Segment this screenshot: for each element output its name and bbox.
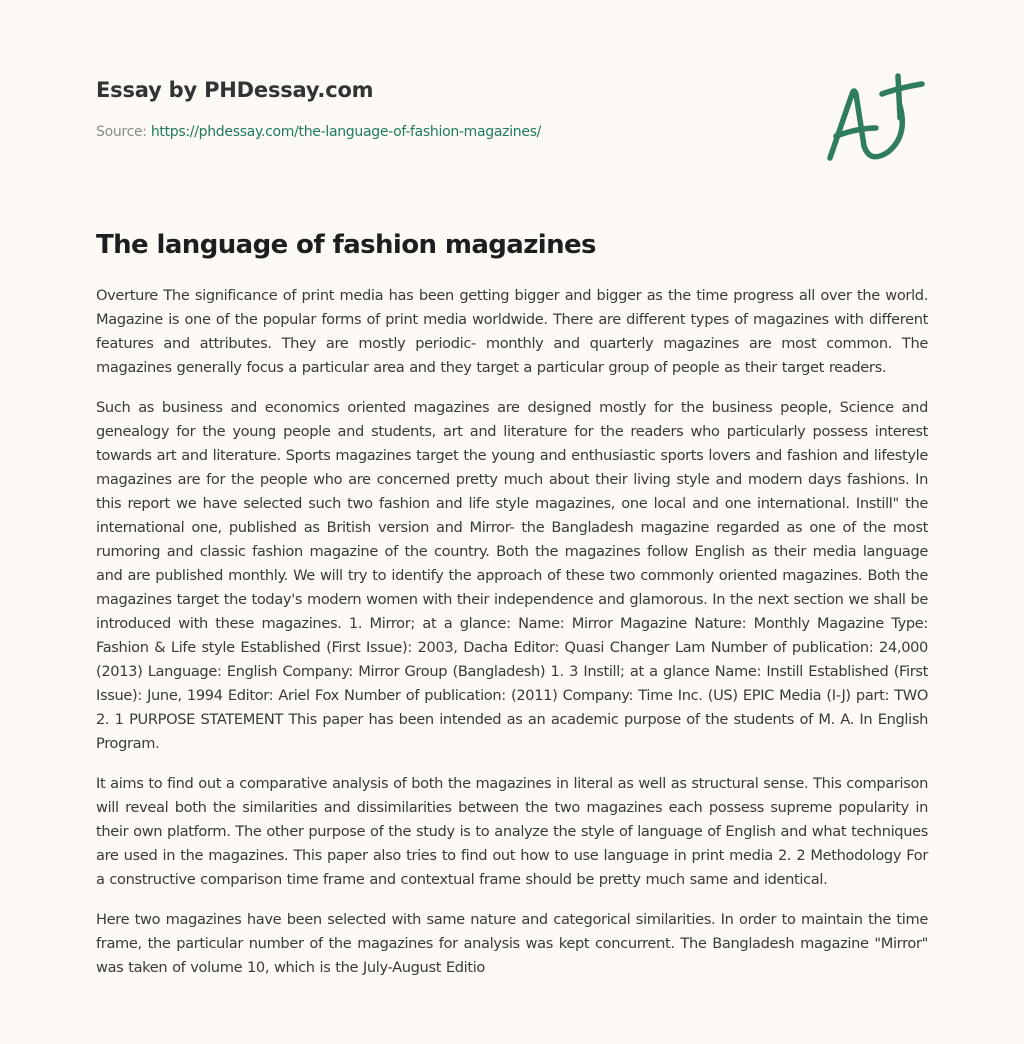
source-line: [96, 123, 928, 141]
brand-title: Essay by PHDessay.com: [96, 78, 374, 102]
essay-header: [96, 76, 928, 141]
source-label: Source:: [96, 124, 151, 140]
source-link[interactable]: https://phdessay.com/the-language-of-fashion-magazines/: [150, 124, 542, 140]
document-title: The language of fashion magazines: [96, 230, 596, 260]
paragraph: Such as business and economics oriented magazines are designed mostly for the business people, Science and genealogy for the young people and students, art and literature for the readers who particularly possess interest towards art and literature. Sports magazines target the young and enthusiastic sports lovers and fashion and lifestyle magazines are for the people who are concerned pretty much about their living style and modern days fashions. In this report we have selected such two fashion and life style magazines, one local and one international. Instill" the international one, published as British version and Mirror- the Bangladesh magazine regarded as one of the most rumoring and classic fashion magazine of the country. Both the magazines follow English as their media language and are published monthly. We will try to identify the approach of these two commonly oriented magazines. Both the magazines target the today's modern women with their independence and glamorous. In the next section we shall be introduced with these magazines. 1. Mirror; at a glance: Name: Mirror Magazine Nature: Monthly Magazine Type: Fashion & Life style Established (First Issue): 2003, Dacha Editor: Quasi Changer Lam Number of publication: 24,000 (2013) Language: English Company: Mirror Group (Bangladesh) 1. 3 Instill; at a glance Name: Instill Established (First Issue): June, 1994 Editor: Ariel Fox Number of publication: (2011) Company: Time Inc. (US) EPIC Media (I-J) part: TWO 2. 1 PURPOSE STATEMENT This paper has been intended as an academic purpose of the students of M. A. In English Program.: [96, 399, 928, 752]
essay-body: [96, 284, 928, 996]
paragraph: Here two magazines have been selected with same nature and categorical similarities. In order to maintain the time frame, the particular number of the magazines for analysis was kept concurrent. The Bangladesh magazine "Mirror" was taken of volume 10, which is the July-August Editio: [96, 911, 928, 976]
paragraph: Overture The significance of print media has been getting bigger and bigger as the time progress all over the world. Magazine is one of the popular forms of print media worldwide. There are different types of magazines with different features and attributes. They are mostly periodic- monthly and quarterly magazines are most common. The magazines generally focus a particular area and they target a particular group of people as their target readers.: [96, 287, 928, 376]
a-plus-grade-icon: [818, 64, 930, 164]
paragraph: It aims to find out a comparative analysis of both the magazines in literal as well as structural sense. This comparison will reveal both the similarities and dissimilarities between the two magazines each possess supreme popularity in their own platform. The other purpose of the study is to analyze the style of language of English and what techniques are used in the magazines. This paper also tries to find out how to use language in print media 2. 2 Methodology For a constructive comparison time frame and contextual frame should be pretty much same and identical.: [96, 775, 928, 888]
